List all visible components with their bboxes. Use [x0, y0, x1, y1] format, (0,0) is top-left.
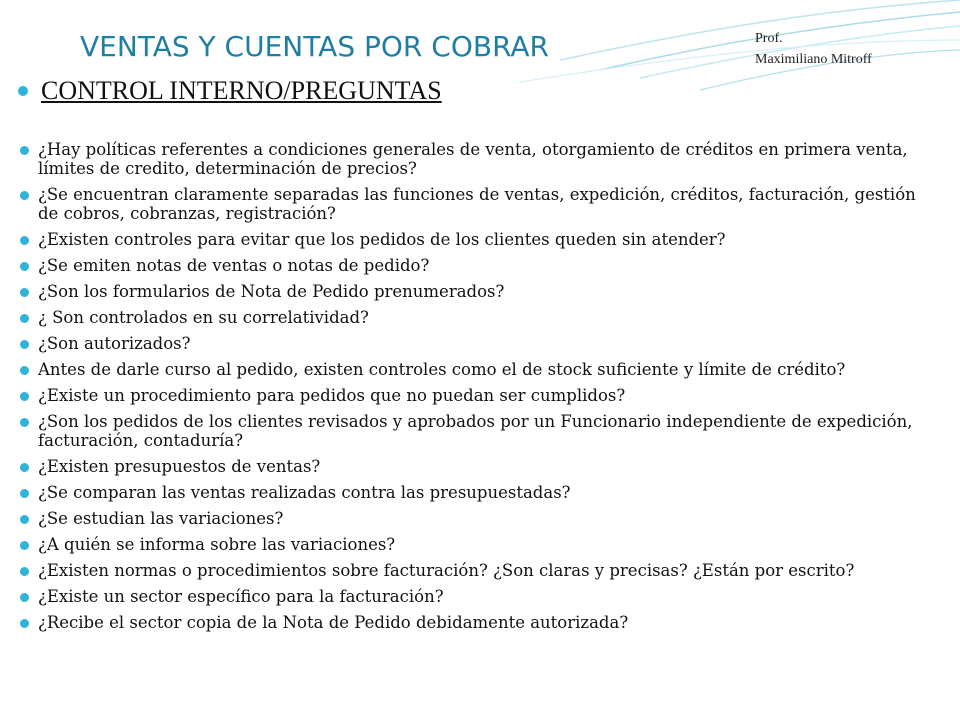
bullet-icon — [20, 288, 29, 297]
bullet-icon — [20, 489, 29, 498]
section-heading — [18, 76, 442, 106]
question-item — [20, 256, 940, 275]
author-name: Maximiliano Mitroff — [755, 52, 872, 67]
question-text: ¿Recibe el sector copia de la Nota de Pedido debidamente autorizada? — [38, 613, 629, 632]
question-item — [20, 386, 940, 405]
bullet-icon — [20, 191, 29, 200]
question-item — [20, 483, 940, 502]
bullet-icon — [20, 619, 29, 628]
question-item — [20, 561, 940, 580]
question-item — [20, 334, 940, 353]
bullet-icon — [20, 392, 29, 401]
bullet-icon — [20, 340, 29, 349]
question-text: ¿Hay políticas referentes a condiciones generales de venta, otorgamiento de créditos en primera venta, límites de credito, determinación de precios? — [38, 140, 908, 178]
bullet-icon — [18, 86, 28, 96]
question-text: ¿Se encuentran claramente separadas las funciones de ventas, expedición, créditos, facturación, gestión de cobros, cobranzas, registración? — [38, 185, 916, 223]
bullet-icon — [20, 567, 29, 576]
question-text: ¿Existen controles para evitar que los pedidos de los clientes queden sin atender? — [38, 230, 726, 249]
slide-title: VENTAS Y CUENTAS POR COBRAR — [80, 30, 549, 63]
bullet-icon — [20, 418, 29, 427]
author-prefix: Prof. — [755, 31, 783, 46]
question-text: ¿Existen presupuestos de ventas? — [38, 457, 321, 476]
question-text: Antes de darle curso al pedido, existen controles como el de stock suficiente y límite de crédito? — [38, 360, 846, 379]
bullet-icon — [20, 236, 29, 245]
question-text: ¿Se estudian las variaciones? — [38, 509, 284, 528]
question-item — [20, 613, 940, 632]
question-text: ¿Son autorizados? — [38, 334, 191, 353]
question-item — [20, 457, 940, 476]
question-text: ¿A quién se informa sobre las variaciones? — [38, 535, 396, 554]
question-item — [20, 308, 940, 327]
question-list — [20, 140, 940, 639]
question-text: ¿Son los formularios de Nota de Pedido prenumerados? — [38, 282, 505, 301]
question-item — [20, 230, 940, 249]
question-item — [20, 140, 940, 178]
bullet-icon — [20, 515, 29, 524]
question-text: ¿Son los pedidos de los clientes revisados y aprobados por un Funcionario independiente de expedición, facturación, contaduría? — [38, 412, 913, 450]
bullet-icon — [20, 541, 29, 550]
section-heading-text: CONTROL INTERNO/PREGUNTAS — [41, 76, 442, 105]
question-text: ¿Se emiten notas de ventas o notas de pedido? — [38, 256, 430, 275]
bullet-icon — [20, 146, 29, 155]
question-item — [20, 360, 940, 379]
question-item — [20, 282, 940, 301]
question-text: ¿Existen normas o procedimientos sobre facturación? ¿Son claras y precisas? ¿Están por escrito? — [38, 561, 855, 580]
author-block — [755, 28, 872, 70]
bullet-icon — [20, 314, 29, 323]
question-item — [20, 587, 940, 606]
question-item — [20, 412, 940, 450]
bullet-icon — [20, 366, 29, 375]
question-text: ¿Se comparan las ventas realizadas contra las presupuestadas? — [38, 483, 571, 502]
question-item — [20, 185, 940, 223]
bullet-icon — [20, 463, 29, 472]
question-text: ¿Existe un sector específico para la facturación? — [38, 587, 444, 606]
question-text: ¿ Son controlados en su correlatividad? — [38, 308, 369, 327]
bullet-icon — [20, 593, 29, 602]
question-item — [20, 509, 940, 528]
question-item — [20, 535, 940, 554]
question-text: ¿Existe un procedimiento para pedidos que no puedan ser cumplidos? — [38, 386, 626, 405]
bullet-icon — [20, 262, 29, 271]
